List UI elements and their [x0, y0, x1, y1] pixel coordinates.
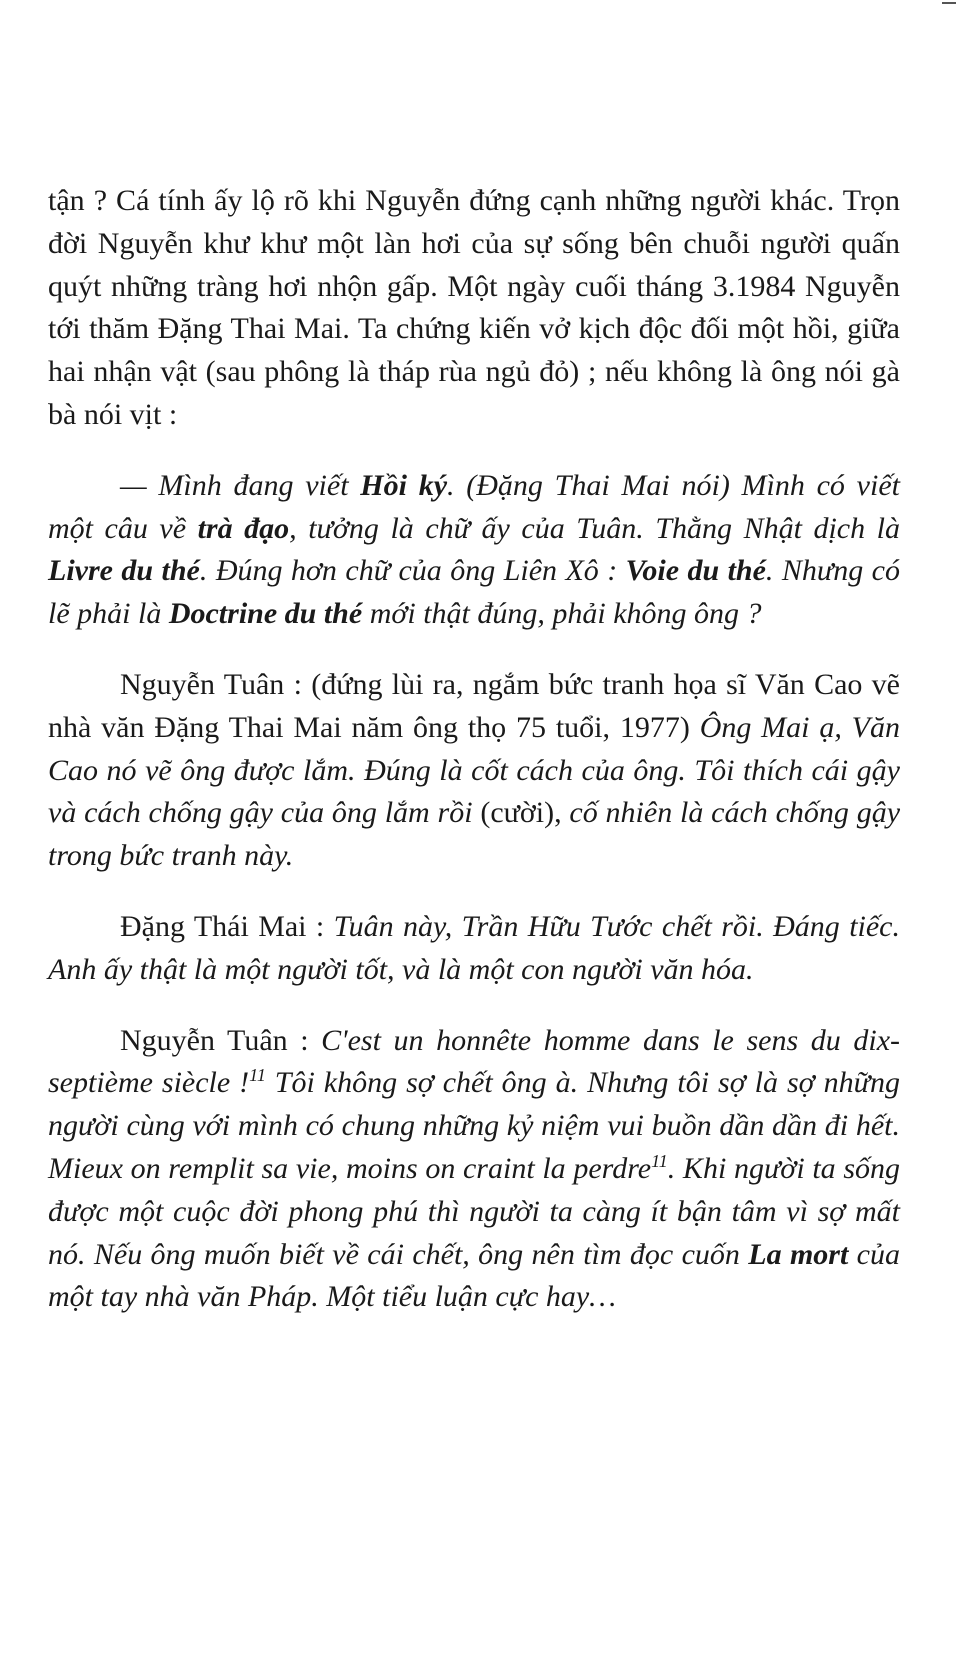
paragraph-nguyen-tuan-2: Nguyễn Tuân : C'est un honnête homme dans le sens du dix-septième siècle !$^{11}$ Tôi không sợ chết ông à. Nhưng tôi sợ là sợ những người cùng với mình có chung những kỷ niệm vui buồn dần dần đi hết. Mieux on remplit sa vie, moins on craint la perdre$^{11}$. Khi người ta sống được một cuộc đời phong phú thì người ta càng ít bận tâm vì sợ mất nó. Nếu ông muốn biết về cái chết, ông nên tìm đọc cuốn La mort của một tay nhà văn Pháp. Một tiểu luận cực hay… [48, 1023, 901, 1314]
paragraph-dang-thai-mai-quote [48, 465, 900, 636]
paragraph-dang-thai-mai-reply: Đặng Thái Mai : Tuân này, Trần Hữu Tước chết rồi. Đáng tiếc. Anh ấy thật là một người tốt, và là một con người văn hóa. [48, 909, 900, 986]
footnote-ref: 11 [249, 1065, 266, 1086]
footnote-ref: 11 [651, 1150, 668, 1171]
body-text [48, 180, 900, 1319]
quote-text: — Mình đang viết Hồi ký. (Đặng Thai Mai nói) Mình có viết một câu về trà đạo, tưởng là chữ ấy của Tuân. Thằng Nhật dịch là Livre du thé. Đúng hơn chữ của ông Liên Xô : Voie du thé. Nhưng có lẽ phải là Doctrine du thé mới thật đúng, phải không ông ? [48, 468, 900, 631]
paragraph-nguyen-tuan-1: Nguyễn Tuân : (đứng lùi ra, ngắm bức tranh họa sĩ Văn Cao vẽ nhà văn Đặng Thai Mai năm ông thọ 75 tuổi, 1977) Ông Mai ạ, Văn Cao nó vẽ ông được lắm. Đúng là cốt cách của ông. Tôi thích cái gậy và cách chống gậy của ông lắm rồi (cười), cố nhiên là cách chống gậy trong bức tranh này. [48, 667, 901, 873]
scan-corner-mark [942, 2, 956, 8]
paragraph-narration: tận ? Cá tính ấy lộ rõ khi Nguyễn đứng cạnh những người khác. Trọn đời Nguyễn khư khư một làn hơi của sự sống bên chuỗi người quấn quýt những tràng hơi nhộn gấp. Một ngày cuối tháng 3.1984 Nguyễn tới thăm Đặng Thai Mai. Ta chứng kiến vở kịch độc đối một hồi, giữa hai nhận vật (sau phông là tháp rùa ngủ đỏ) ; nếu không là ông nói gà bà nói vịt : [48, 184, 900, 431]
reply-text: C'est un honnête homme dans le sens du dix-septième siècle !$^{11}$ Tôi không sợ chết ông à. Nhưng tôi sợ là sợ những người cùng với mình có chung những kỷ niệm vui buồn dần dần đi hết. Mieux on remplit sa vie, moins on craint la perdre$^{11}$. Khi người ta sống được một cuộc đời phong phú thì người ta càng ít bận tâm vì sợ mất nó. Nếu ông muốn biết về cái chết, ông nên tìm đọc cuốn La mort của một tay nhà văn Pháp. Một tiểu luận cực hay… [48, 1023, 901, 1314]
